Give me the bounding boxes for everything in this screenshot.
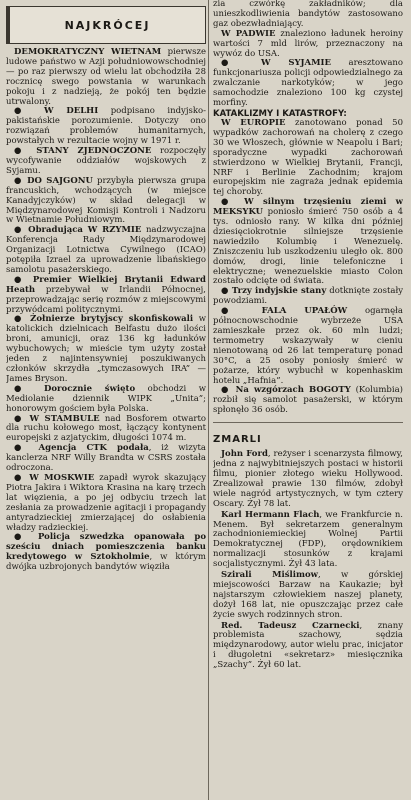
brief-text: poniosło śmierć 750 osób a 4 tys. odniosło rany. W kilka dni później dziesięciokrotnie silniejsze trzęsienie nawiedziło Kolumbię i Wenezuelę. Zniszczeniu lub uszkodzeniu uległo ok. 800 domów, drogi, linie telefoniczne i elektryczne; wenezuelskie miasto Colon zostało odcięte od świata. bbox=[213, 207, 403, 287]
brief-lead: DO SAJGONU bbox=[27, 175, 93, 186]
obituary-name: John Ford bbox=[221, 449, 268, 460]
news-briefs bbox=[6, 48, 206, 573]
continued-text: zia czwórkę zakładników; dla unieszkodliwienia bandytów zastosowano gaz obezwładniający. bbox=[213, 0, 403, 29]
news-brief bbox=[6, 276, 206, 316]
bullet-icon: ● bbox=[14, 532, 38, 543]
brief-lead: FALA UPAŁÓW bbox=[261, 306, 348, 317]
brief-text: , w którym dwójka uzbrojonych bandytów więziła bbox=[6, 552, 206, 573]
bullet-icon: ● bbox=[221, 58, 261, 69]
obituary-title: ZMARLI bbox=[213, 434, 262, 446]
bullet-icon: ● bbox=[14, 472, 30, 483]
brief-text: nad Bosforem otwarto dla ruchu kołowego most, łączący kontynent europejski z azjatyckim, długości 1074 m. bbox=[6, 413, 206, 444]
brief-text: pierwsze ludowe państwo w Azji południowowschodniej — po raz pierwszy od wielu lat obchodziła 28 rocznicę swego powstania w warunkach pokoju i z nadzieją, że pokój ten będzie utrwalony. bbox=[6, 47, 206, 107]
bullet-icon: ● bbox=[221, 306, 262, 317]
brief-text: , znany problemista szachowy, sędzia międzynarodowy, autor wielu prac, inicjator i długoletni «sekretarz» miesięcznika „Szachy”. Żył 60 lat. bbox=[213, 620, 403, 671]
disaster-briefs bbox=[213, 119, 403, 416]
brief-text: przybyła pierwsza grupa francuskich, wchodzących (w miejsce Kanadyjczyków) w skład delegacji w Międzynarodowej Komisji Kontroli i Nadzoru w Wietnamie Południowym. bbox=[6, 175, 206, 226]
brief-text: , we Frankfurcie n. Menem. Był sekretarzem generalnym zachodnioniemieckiej Wolnej Partii Demokratycznej (FDP), orędownikiem normalizacji stosunków z krajami socjalistycznymi. Żył 43 lata. bbox=[213, 509, 403, 570]
news-brief bbox=[6, 444, 206, 474]
bullet-icon: ● bbox=[221, 197, 245, 208]
brief-lead: W PADWIE bbox=[221, 28, 276, 39]
news-brief bbox=[6, 147, 206, 177]
obituary-entry bbox=[213, 511, 403, 570]
section-header-box bbox=[6, 6, 206, 44]
news-brief bbox=[6, 533, 206, 573]
brief-text: obchodzi w Mediolanie dziennik WIPK „Unita”; honorowym gościem była Polska. bbox=[6, 383, 206, 414]
bullet-icon: ● bbox=[14, 225, 29, 236]
brief-lead: Obradująca W RZYMIE bbox=[28, 225, 142, 236]
brief-lead: W SYJAMIE bbox=[261, 58, 332, 69]
brief-text: , iż wizyta kanclerza NRF Willy Brandta w CSRS została odroczona. bbox=[6, 443, 206, 474]
news-brief bbox=[213, 119, 403, 198]
news-brief bbox=[213, 198, 403, 287]
brief-lead: W STAMBULE bbox=[29, 413, 100, 424]
column-divider bbox=[208, 0, 209, 800]
news-brief bbox=[6, 385, 206, 415]
obituary-entry bbox=[213, 571, 403, 621]
news-brief bbox=[6, 48, 206, 107]
brief-text: (Kolumbia) rozbił się samolot pasażerski, w którym spłonęło 36 osób. bbox=[213, 385, 403, 416]
brief-text: nadzwyczajna Konferencja Rady Międzynarodowej Organizacji Lotnictwa Cywilnego (ICAO) potępiła Izrael za uprowadzenie libańskiego samolotu pasażerskiego. bbox=[6, 225, 206, 275]
brief-text: w katolickich dzielnicach Belfastu dużo ilości broni, amunicji, oraz 136 kg ładunków wybuchowych; w mieście tym użyty został jeden z najintensywniej poszukiwanych członków skrzydła „tymczasowych IRA” — James Bryson. bbox=[6, 314, 206, 384]
brief-lead: W EUROPIE bbox=[221, 117, 286, 128]
brief-text: przebywał w Irlandii Północnej, przeprowadzając serię rozmów z miejscowymi przywódcami politycznymi. bbox=[6, 284, 206, 315]
brief-lead: W MOSKWIE bbox=[29, 472, 95, 483]
bullet-icon: ● bbox=[221, 286, 232, 297]
brief-lead: STANY ZJEDNOCZONE bbox=[36, 146, 152, 157]
obituary-header bbox=[213, 422, 403, 446]
obituary-name: Szirali Miślimow bbox=[221, 570, 319, 581]
news-brief bbox=[213, 30, 403, 60]
bullet-icon: ● bbox=[14, 146, 37, 157]
news-brief bbox=[6, 226, 206, 276]
news-brief bbox=[6, 315, 206, 384]
obituary-name: Karl Hermann Flach bbox=[221, 509, 320, 520]
brief-lead: W silnym trzęsieniu ziemi w MEKSYKU bbox=[213, 197, 403, 218]
obituaries bbox=[213, 450, 403, 671]
brief-lead: Trzy indyjskie stany bbox=[231, 286, 327, 297]
news-brief bbox=[6, 474, 206, 533]
news-brief bbox=[213, 386, 403, 416]
brief-text: aresztowano funkcjonariusza policji odpowiedzialnego za zwalczanie narkotyków; w jego samochodzie znaleziono 100 kg czystej morfiny. bbox=[213, 58, 403, 109]
brief-text: , reżyser i scenarzysta filmowy, jedna z najwybitniejszych postaci w historii filmu, pionier złotego wieku Hollywood. Zrealizował prawie 130 filmów, zdobył wiele nagród artystycznych, w tym cztery Oscary. Żył 78 lat. bbox=[213, 449, 403, 509]
brief-text: , w górskiej miejscowości Barzaw na Kaukazie; był najstarszym człowiekiem naszej planety, dożył 168 lat, nie opuszczając przez całe życie swych rodzinnych stron. bbox=[213, 570, 403, 620]
brief-lead: Premier Wielkiej Brytanii Edward Heath bbox=[6, 274, 206, 295]
bullet-icon: ● bbox=[14, 175, 28, 186]
brief-lead: DEMOKRATYCZNY WIETNAM bbox=[14, 47, 162, 57]
obituary-name: Red. Tadeusz Czarnecki bbox=[221, 620, 360, 631]
brief-lead: Agencja CTK podała bbox=[38, 443, 149, 454]
bullet-icon: ● bbox=[14, 383, 45, 394]
left-column bbox=[6, 0, 206, 800]
news-brief bbox=[213, 307, 403, 386]
news-brief bbox=[213, 59, 403, 109]
brief-text: znaleziono ładunek heroiny wartości 7 mld lirów, przeznaczony na wywóz do USA. bbox=[213, 28, 403, 59]
bullet-icon: ● bbox=[14, 274, 33, 285]
bullet-icon: ● bbox=[221, 385, 236, 396]
brief-lead: W DELHI bbox=[44, 106, 99, 117]
bullet-icon: ● bbox=[14, 314, 31, 325]
brief-lead: Policja szwedzka opanowała po sześciu dniach pomieszczenia banku kredytowego w Sztokholmie bbox=[6, 532, 206, 563]
brief-lead: Na wzgórzach BOGOTY bbox=[235, 385, 351, 396]
news-brief bbox=[6, 177, 206, 227]
news-brief bbox=[6, 415, 206, 445]
brief-text: dotknięte zostały powodziami. bbox=[213, 286, 403, 307]
news-briefs-continued bbox=[213, 30, 403, 109]
bullet-icon: ● bbox=[14, 106, 45, 117]
obituary-entry bbox=[213, 622, 403, 672]
brief-text: zapadł wyrok skazujący Piotra Jakira i Wiktora Krasina na karę trzech lat więzienia, a po jej odbyciu trzech lat zesłania za prowadzenie agitacji i propagandy antyradzieckiej zmierzającej do osłabienia władzy radzieckiej. bbox=[6, 472, 206, 533]
right-column bbox=[213, 0, 403, 800]
brief-text: rozpoczęły wycofywanie oddziałów wojskowych z Syjamu. bbox=[6, 146, 206, 176]
section-title: NAJKRÓCEJ bbox=[64, 18, 151, 32]
brief-lead: Dorocznie święto bbox=[44, 383, 136, 394]
bullet-icon: ● bbox=[14, 413, 30, 424]
brief-text: ogarnęła północnowschodnie wybrzeże USA zamieszkałe przez ok. 60 mln ludzi; termometry wskazywały w cieniu nienotowaną od 26 lat temperaturę ponad 30°C, a 25 osoby poniosły śmierć w pożarze, który wybuchł w kopenhaskim hotelu „Hafnia”. bbox=[213, 306, 403, 386]
news-brief bbox=[213, 287, 403, 307]
bullet-icon: ● bbox=[14, 443, 39, 454]
brief-text: zanotowano ponad 50 wypadków zachorowań na cholerę z czego 30 we Włoszech, głównie w Neapolu i Bari; sporadyczne wypadki zachorowań stwierdzono w Wielkiej Brytanii, Francji, NRF i Berlinie Zachodnim; krajom europejskim nie zagraża jednak epidemia tej choroby. bbox=[213, 117, 403, 198]
brief-lead: Żołnierze brytyjscy skonfiskowali bbox=[30, 314, 194, 325]
obituary-entry bbox=[213, 450, 403, 509]
brief-text: podpisano indyjsko-pakistańskie porozumienie. Dotyczy ono rozwiązań problemów humanitarnych, powstałych w rezultacie wojny w 1971 r. bbox=[6, 106, 206, 147]
news-brief bbox=[6, 107, 206, 147]
disaster-subheading: KATAKLIZMY I KATASTROFY: bbox=[213, 108, 347, 119]
